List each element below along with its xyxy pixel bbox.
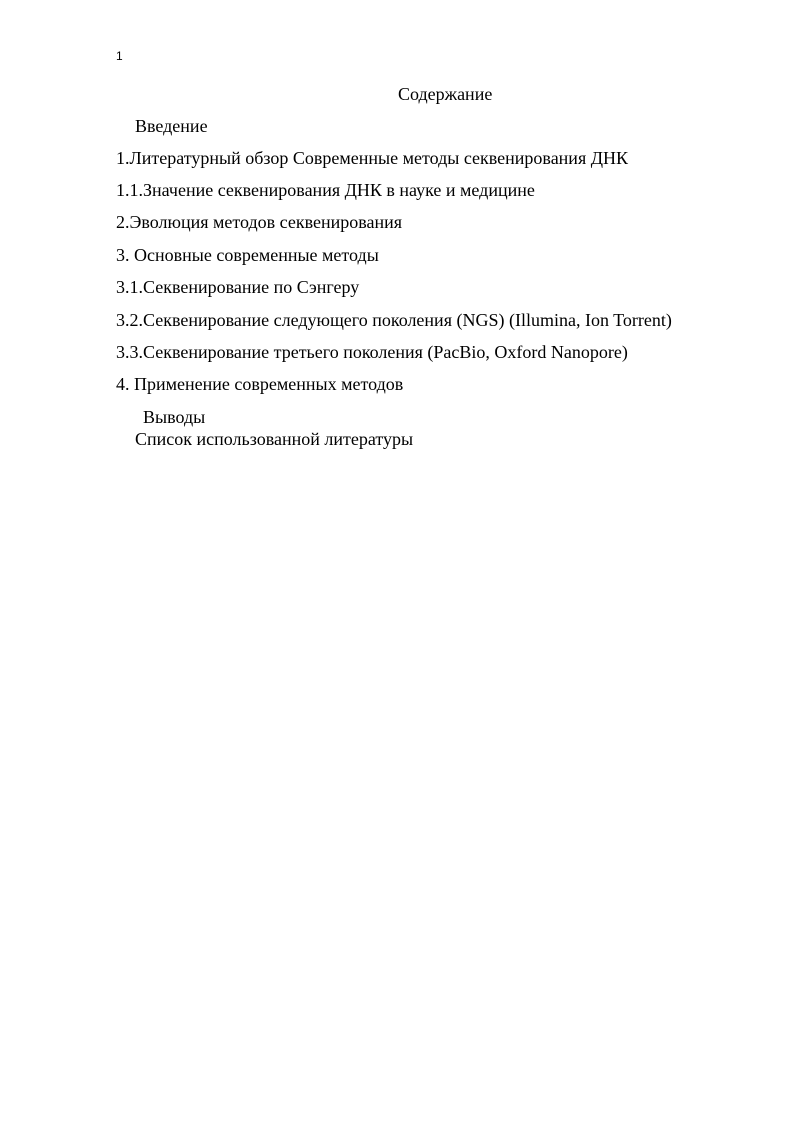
toc-item-intro: Введение bbox=[135, 116, 208, 136]
page-number: 1 bbox=[116, 49, 123, 63]
toc-item: 4. Применение современных методов bbox=[116, 374, 404, 394]
toc-title: Содержание bbox=[398, 84, 493, 104]
toc-item-conclusions: Выводы bbox=[143, 407, 206, 427]
toc-item: 3.3.Секвенирование третьего поколения (PacBio, Oxford Nanopore) bbox=[116, 342, 628, 362]
toc-item-references: Список использованной литературы bbox=[135, 429, 414, 449]
toc-item: 3.2.Секвенирование следующего поколения (NGS) (Illumina, Ion Torrent) bbox=[116, 310, 672, 330]
toc-item: 1.Литературный обзор Современные методы секвенирования ДНК bbox=[116, 148, 629, 168]
toc-item: 1.1.Значение секвенирования ДНК в науке и медицине bbox=[116, 180, 535, 200]
toc-item: 2.Эволюция методов секвенирования bbox=[116, 212, 403, 232]
toc-item: 3. Основные современные методы bbox=[116, 245, 379, 265]
toc-item: 3.1.Секвенирование по Сэнгеру bbox=[116, 277, 360, 297]
